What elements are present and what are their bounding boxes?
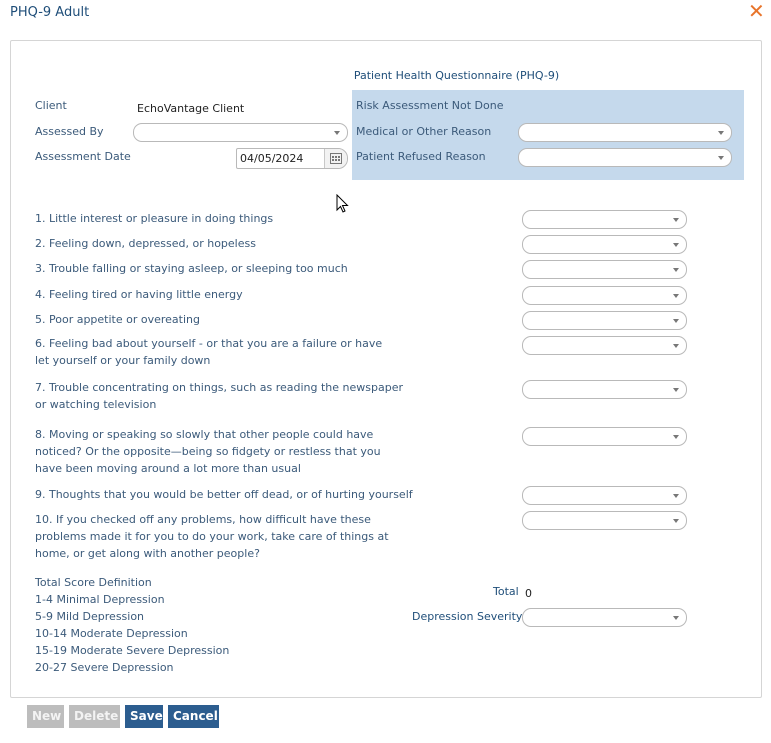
question-8-select[interactable] xyxy=(522,427,687,446)
question-4-label: 4. Feeling tired or having little energy xyxy=(35,288,243,301)
question-1-label: 1. Little interest or pleasure in doing things xyxy=(35,212,274,225)
medical-reason-select[interactable] xyxy=(518,123,732,142)
chevron-down-icon xyxy=(673,494,679,498)
question-1-select[interactable] xyxy=(522,210,687,229)
chevron-down-icon xyxy=(673,218,679,222)
chevron-down-icon xyxy=(718,131,724,135)
score-definition-line: 1-4 Minimal Depression xyxy=(35,593,165,606)
medical-reason-label: Medical or Other Reason xyxy=(356,125,492,138)
chevron-down-icon xyxy=(718,156,724,160)
assessment-date-label: Assessment Date xyxy=(35,150,131,163)
depression-severity-select[interactable] xyxy=(522,608,687,627)
question-7-select[interactable] xyxy=(522,380,687,399)
question-3-label: 3. Trouble falling or staying asleep, or sleeping too much xyxy=(35,262,348,275)
chevron-down-icon xyxy=(673,388,679,392)
question-7-label: 7. Trouble concentrating on things, such as reading the newspaper or watching television xyxy=(35,381,404,411)
score-definition-line: 15-19 Moderate Severe Depression xyxy=(35,644,230,657)
refused-reason-label: Patient Refused Reason xyxy=(356,150,486,163)
cancel-button[interactable]: Cancel xyxy=(168,705,219,728)
chevron-down-icon xyxy=(334,131,340,135)
score-definition-title: Total Score Definition xyxy=(35,576,152,589)
question-4-select[interactable] xyxy=(522,286,687,305)
chevron-down-icon xyxy=(673,268,679,272)
score-definition-line: 20-27 Severe Depression xyxy=(35,661,174,674)
total-value: 0 xyxy=(525,587,532,600)
save-button[interactable]: Save xyxy=(125,705,163,728)
question-2-label: 2. Feeling down, depressed, or hopeless xyxy=(35,237,256,250)
assessment-date-input[interactable] xyxy=(236,148,348,169)
risk-assessment-title: Risk Assessment Not Done xyxy=(356,99,504,112)
chevron-down-icon xyxy=(673,435,679,439)
assessment-date-value: 04/05/2024 xyxy=(240,152,304,165)
question-9-select[interactable] xyxy=(522,486,687,505)
dialog-title: PHQ-9 Adult xyxy=(10,5,90,20)
question-6-label: 6. Feeling bad about yourself - or that you are a failure or have let yourself or your family down xyxy=(35,337,383,367)
score-definition-line: 5-9 Mild Depression xyxy=(35,610,145,623)
question-10-select[interactable] xyxy=(522,511,687,530)
question-10-label: 10. If you checked off any problems, how difficult have these problems made it for you to do your work, take care of things at home, or get along with another people? xyxy=(35,513,389,560)
question-5-select[interactable] xyxy=(522,311,687,330)
question-5-label: 5. Poor appetite or overeating xyxy=(35,313,200,326)
chevron-down-icon xyxy=(673,519,679,523)
client-value: EchoVantage Client xyxy=(137,102,245,115)
score-definition-line: 10-14 Moderate Depression xyxy=(35,627,188,640)
calendar-icon[interactable] xyxy=(324,149,347,168)
depression-severity-label: Depression Severity xyxy=(412,610,523,623)
question-9-label: 9. Thoughts that you would be better off dead, or of hurting yourself xyxy=(35,488,413,501)
question-2-select[interactable] xyxy=(522,235,687,254)
chevron-down-icon xyxy=(673,294,679,298)
new-button[interactable]: New xyxy=(27,705,64,728)
question-6-select[interactable] xyxy=(522,336,687,355)
question-3-select[interactable] xyxy=(522,260,687,279)
chevron-down-icon xyxy=(673,616,679,620)
client-label: Client xyxy=(35,99,67,112)
total-label: Total xyxy=(493,585,519,598)
chevron-down-icon xyxy=(673,243,679,247)
refused-reason-select[interactable] xyxy=(518,148,732,167)
assessed-by-label: Assessed By xyxy=(35,125,104,138)
delete-button[interactable]: Delete xyxy=(69,705,120,728)
question-8-label: 8. Moving or speaking so slowly that other people could have noticed? Or the opposite—being so fidgety or restless that you have been moving around a lot more than usual xyxy=(35,428,381,475)
assessed-by-select[interactable] xyxy=(133,123,348,142)
close-icon[interactable]: ✕ xyxy=(748,0,765,23)
chevron-down-icon xyxy=(673,344,679,348)
form-title: Patient Health Questionnaire (PHQ-9) xyxy=(353,69,560,82)
chevron-down-icon xyxy=(673,319,679,323)
